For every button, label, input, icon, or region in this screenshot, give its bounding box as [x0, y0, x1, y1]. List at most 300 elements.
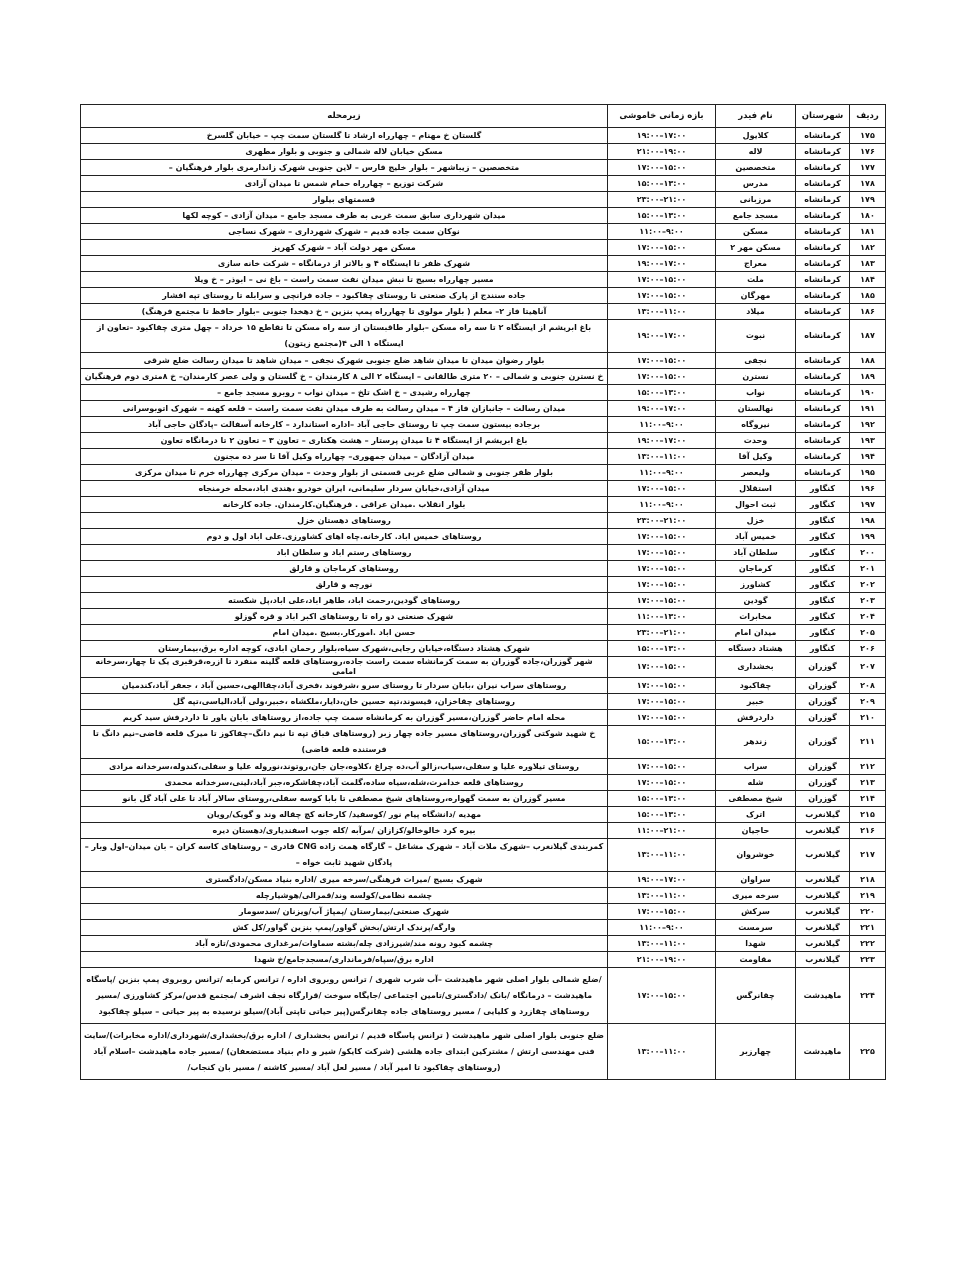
cell-time: ۱۱:۰۰–۱۳:۰۰	[608, 449, 716, 465]
table-row	[81, 577, 886, 593]
cell-area: محله امام حاضر گوزران،مسیر گوزران به کرمانشاه سمت چپ جاده،از روستاهای بابان یاور تا داردرفش سید کریم	[81, 710, 608, 726]
table-row	[81, 888, 886, 904]
cell-idx: ۱۷۸	[850, 176, 886, 192]
cell-city: کرمانشاه	[796, 160, 850, 176]
cell-area: چهارراه رشیدی – خ اشک تلخ – میدان نواب – روبرو مسجد جامع –	[81, 385, 608, 401]
cell-time: ۲۱:۰۰–۲۳:۰۰	[608, 625, 716, 641]
table-row	[81, 513, 886, 529]
cell-area: روستاهای دهستان خزل	[81, 513, 608, 529]
table-row	[81, 593, 886, 609]
cell-time: ۹:۰۰–۱۱:۰۰	[608, 920, 716, 936]
table-row	[81, 678, 886, 694]
cell-feeder: مسکن مهر ۲	[716, 240, 796, 256]
cell-idx: ۱۹۸	[850, 513, 886, 529]
cell-time: ۹:۰۰–۱۱:۰۰	[608, 417, 716, 433]
cell-area: نورچه و قارلق	[81, 577, 608, 593]
cell-idx: ۲۲۳	[850, 952, 886, 968]
cell-idx: ۱۹۶	[850, 481, 886, 497]
table-row	[81, 465, 886, 481]
cell-idx: ۱۹۰	[850, 385, 886, 401]
cell-feeder: وکیل آقا	[716, 449, 796, 465]
table-row	[81, 288, 886, 304]
table-row	[81, 625, 886, 641]
cell-time: ۱۵:۰۰–۱۷:۰۰	[608, 657, 716, 678]
blackout-schedule-table	[80, 104, 886, 1080]
cell-feeder: چقانرگس	[716, 968, 796, 1024]
cell-city: کرمانشاه	[796, 304, 850, 320]
cell-feeder: سلطان آباد	[716, 545, 796, 561]
cell-idx: ۱۷۶	[850, 144, 886, 160]
cell-time: ۱۳:۰۰–۱۵:۰۰	[608, 791, 716, 807]
cell-idx: ۲۱۵	[850, 807, 886, 823]
cell-area: بلوار رضوان میدان تا میدان شاهد ضلع جنوبی شهرک نجفی – میدان شاهد تا میدان رسالت ضلع شرقی	[81, 353, 608, 369]
cell-time: ۱۳:۰۰–۱۵:۰۰	[608, 807, 716, 823]
cell-time: ۱۳:۰۰–۱۵:۰۰	[608, 641, 716, 657]
cell-idx: ۲۱۱	[850, 726, 886, 759]
cell-feeder: خمیس آباد	[716, 529, 796, 545]
cell-time: ۱۵:۰۰–۱۷:۰۰	[608, 240, 716, 256]
cell-time: ۱۵:۰۰–۱۷:۰۰	[608, 694, 716, 710]
cell-time: ۱۹:۰۰–۲۱:۰۰	[608, 144, 716, 160]
table-row	[81, 694, 886, 710]
table-row	[81, 839, 886, 872]
cell-idx: ۱۷۹	[850, 192, 886, 208]
cell-area: شهرک صنعتی/بیمارستان /پمپاژ آب/ویزنان /سدسومار	[81, 904, 608, 920]
cell-feeder: نسترن	[716, 369, 796, 385]
table-row	[81, 952, 886, 968]
table-row	[81, 449, 886, 465]
cell-feeder: سرخه میری	[716, 888, 796, 904]
cell-city: کنگاور	[796, 529, 850, 545]
cell-area: شهرک بسیج /میرات فرهنگی/سرخه میری /اداره بنیاد مسکن/دادگستری	[81, 872, 608, 888]
cell-time: ۲۱:۰۰–۱۱:۰۰	[608, 823, 716, 839]
cell-city: کرمانشاه	[796, 353, 850, 369]
cell-area: روستاهای قلعه خدامرت،شله،سیاه ساده،گلمت آباد،چقاشکره،جبر آباد،لینی،سرخدانه محمدی	[81, 775, 608, 791]
cell-feeder: استقلال	[716, 481, 796, 497]
header-feeder: نام فیدر	[716, 105, 796, 128]
cell-time: ۱۳:۰۰–۱۵:۰۰	[608, 385, 716, 401]
cell-area: میدان آزادی،خیابان سردار سلیمانی، ایران خودرو ،هندی اباد،محله خرمنجاه	[81, 481, 608, 497]
table-row	[81, 433, 886, 449]
cell-area: شهرک صنعتی دو راه تا روستاهای اکبر اباد و قره گوزلو	[81, 609, 608, 625]
cell-time: ۱۵:۰۰–۱۷:۰۰	[608, 545, 716, 561]
cell-idx: ۲۱۰	[850, 710, 886, 726]
cell-time: ۱۵:۰۰–۱۷:۰۰	[608, 529, 716, 545]
cell-idx: ۱۸۱	[850, 224, 886, 240]
cell-area: روستاهای رستم اباد و سلطان اباد	[81, 545, 608, 561]
cell-area: میدان آزادگان – میدان جمهوری– چهارراه وکیل آقا تا سر ده مجنون	[81, 449, 608, 465]
cell-feeder: داردرفش	[716, 710, 796, 726]
cell-feeder: سراوان	[716, 872, 796, 888]
cell-idx: ۲۰۰	[850, 545, 886, 561]
cell-idx: ۱۸۰	[850, 208, 886, 224]
cell-city: کنگاور	[796, 545, 850, 561]
table-row	[81, 529, 886, 545]
cell-area: برجاده بیستون سمت چپ تا روستای حاجی آباد –اداره استاندارد – کارخانه آسفالت –پادگان حاجی آباد	[81, 417, 608, 433]
cell-area: میدان شهرداری سابق سمت غربی به طرف مسجد جامع – میدان آزادی – کوچه لکها	[81, 208, 608, 224]
table-row	[81, 775, 886, 791]
table-row	[81, 401, 886, 417]
table-row	[81, 272, 886, 288]
cell-feeder: نبوت	[716, 320, 796, 353]
cell-city: گیلانغرب	[796, 888, 850, 904]
cell-idx: ۱۹۳	[850, 433, 886, 449]
cell-city: ماهیدشت	[796, 1024, 850, 1080]
cell-time: ۱۷:۰۰–۱۹:۰۰	[608, 433, 716, 449]
cell-area: روستاهای چقاخزان، قیسوند،تپه حسین خان،دایار،ملکشاه ،خبیر،ولی آباد،الیاسی،تپه گل	[81, 694, 608, 710]
cell-feeder: اترک	[716, 807, 796, 823]
table-row	[81, 759, 886, 775]
cell-idx: ۱۸۷	[850, 320, 886, 353]
cell-feeder: سرمست	[716, 920, 796, 936]
cell-time: ۱۵:۰۰–۱۷:۰۰	[608, 710, 716, 726]
cell-feeder: حاجیان	[716, 823, 796, 839]
cell-idx: ۲۱۸	[850, 872, 886, 888]
cell-city: گیلانغرب	[796, 952, 850, 968]
cell-area: خ نسترن جنوبی و شمالی – ۲۰ متری طالقانی – ایستگاه ۲ الی ۸ کارمندان – خ گلستان و ولی عصر کارمندان– خ ۸متری دوم فرهنگیان	[81, 369, 608, 385]
cell-time: ۱۵:۰۰–۱۷:۰۰	[608, 288, 716, 304]
cell-idx: ۱۸۵	[850, 288, 886, 304]
table-row	[81, 823, 886, 839]
cell-time: ۹:۰۰–۱۱:۰۰	[608, 224, 716, 240]
cell-city: کرمانشاه	[796, 449, 850, 465]
cell-area: مسکن مهر دولت آباد – شهرک کهریز	[81, 240, 608, 256]
cell-area: میدان رسالت – جانبازان فاز ۴ – میدان رسالت به طرف میدان نفت سمت راست – قلعه کهنه – شهرک اتوبوسرانی	[81, 401, 608, 417]
cell-area: مسیر گوزران به سمت گهواره،روستاهای شیخ مصطفی تا بابا کوسه سفلی،روستای سالار آباد تا علی آباد گل بانو	[81, 791, 608, 807]
cell-time: ۱۷:۰۰–۱۹:۰۰	[608, 320, 716, 353]
cell-idx: ۱۹۲	[850, 417, 886, 433]
cell-city: کرمانشاه	[796, 401, 850, 417]
cell-area: روستاهای خمیس اباد. کارخانه.چاه اهای کشاورزی.علی اباد اول و دوم	[81, 529, 608, 545]
cell-time: ۱۳:۰۰–۱۵:۰۰	[608, 176, 716, 192]
cell-city: کنگاور	[796, 593, 850, 609]
cell-city: کنگاور	[796, 641, 850, 657]
cell-feeder: گودین	[716, 593, 796, 609]
cell-area: بلوار ظفر جنوبی و شمالی ضلع غربی قسمتی از بلوار وحدت – میدان مرکزی چهارراه خرم تا میدان مرکزی	[81, 465, 608, 481]
cell-idx: ۲۱۹	[850, 888, 886, 904]
cell-area: باغ ابریشم از ایستگاه ۲ تا سه راه مسکن –بلوار طاقبستان از سه راه مسکن تا تقاطع ۱۵ خرداد – چهل متری چقاکبود –تعاون از ایستگاه ۱ الی ۴(مجتمع زیتون)	[81, 320, 608, 353]
cell-time: ۱۷:۰۰–۱۹:۰۰	[608, 128, 716, 144]
cell-city: گیلانغرب	[796, 807, 850, 823]
table-row	[81, 192, 886, 208]
cell-feeder: شیخ مصطفی	[716, 791, 796, 807]
cell-feeder: وحدت	[716, 433, 796, 449]
cell-feeder: معراج	[716, 256, 796, 272]
cell-city: گیلانغرب	[796, 904, 850, 920]
cell-feeder: ملت	[716, 272, 796, 288]
cell-feeder: مخابرات	[716, 609, 796, 625]
cell-area: روستای تیلاوره علیا و سفلی،سیاب،زالو آب،ده چراغ ،کلاوه،جان جان،روتوند،نوروله علیا و سفلی،کندوله،سرخدانه مرادی	[81, 759, 608, 775]
table-row	[81, 208, 886, 224]
header-idx: ردیف	[850, 105, 886, 128]
cell-city: کنگاور	[796, 609, 850, 625]
cell-idx: ۲۰۸	[850, 678, 886, 694]
table-row	[81, 256, 886, 272]
cell-time: ۱۱:۰۰–۱۳:۰۰	[608, 936, 716, 952]
cell-city: کنگاور	[796, 513, 850, 529]
table-row	[81, 710, 886, 726]
cell-feeder: مقاومت	[716, 952, 796, 968]
cell-time: ۹:۰۰–۱۱:۰۰	[608, 465, 716, 481]
cell-time: ۱۵:۰۰–۱۷:۰۰	[608, 272, 716, 288]
cell-idx: ۲۰۴	[850, 609, 886, 625]
cell-city: گیلانغرب	[796, 839, 850, 872]
cell-time: ۱۳:۰۰–۱۱:۰۰	[608, 609, 716, 625]
cell-area: بیره کرد خالوخالو/کزازان /مرآبه /کله جوب اسفندیاری/دهستان دیره	[81, 823, 608, 839]
table-row	[81, 872, 886, 888]
cell-city: کرمانشاه	[796, 192, 850, 208]
table-row	[81, 920, 886, 936]
table-row	[81, 304, 886, 320]
cell-city: کرمانشاه	[796, 385, 850, 401]
cell-idx: ۱۹۷	[850, 497, 886, 513]
cell-feeder: شله	[716, 775, 796, 791]
cell-idx: ۲۱۴	[850, 791, 886, 807]
cell-idx: ۱۹۹	[850, 529, 886, 545]
cell-city: کنگاور	[796, 497, 850, 513]
cell-city: گوزران	[796, 726, 850, 759]
cell-idx: ۲۰۳	[850, 593, 886, 609]
cell-area: روستاهای سراب نیران ،بابان سردار تا روستای سرو ،شرفوند ،فخری آباد،چقاالهی،حسین آباد ، جعفر آباد،کندمیان	[81, 678, 608, 694]
cell-idx: ۲۰۵	[850, 625, 886, 641]
cell-city: کرمانشاه	[796, 369, 850, 385]
cell-idx: ۱۷۷	[850, 160, 886, 176]
cell-time: ۹:۰۰–۱۱:۰۰	[608, 497, 716, 513]
cell-idx: ۱۸۶	[850, 304, 886, 320]
cell-feeder: مسکن	[716, 224, 796, 240]
cell-feeder: نواب	[716, 385, 796, 401]
table-row	[81, 1024, 886, 1080]
cell-feeder: هشتاد دستگاه	[716, 641, 796, 657]
cell-city: گوزران	[796, 791, 850, 807]
table-row	[81, 224, 886, 240]
table-body	[81, 128, 886, 1080]
cell-area: خ شهید شوکتی گوزران،روستاهای مسیر جاده چهار زبر (روستاهای قباق تپه تا نیم دانگ–چقاکوز تا میرک قلعه قاضی–نیم دانگ تا فرستنده قلعه قاضی)	[81, 726, 608, 759]
cell-city: کرمانشاه	[796, 176, 850, 192]
cell-time: ۱۹:۰۰–۲۱:۰۰	[608, 952, 716, 968]
cell-feeder: مسجد جامع	[716, 208, 796, 224]
cell-time: ۱۱:۰۰–۱۳:۰۰	[608, 888, 716, 904]
cell-area: وارگه/پرندک ارتش/بخش گواور/پمپ بنزین گواور/کل کش	[81, 920, 608, 936]
cell-time: ۱۵:۰۰–۱۷:۰۰	[608, 353, 716, 369]
cell-time: ۱۵:۰۰–۱۷:۰۰	[608, 577, 716, 593]
table-row	[81, 417, 886, 433]
header-time: بازه زمانی خاموشی	[608, 105, 716, 128]
cell-idx: ۲۲۵	[850, 1024, 886, 1080]
cell-area: /ضلع شمالی بلوار اصلی شهر ماهیدشت –آب شرب شهری / ترانس روبروی اداره / ترانس کرمابه /ترانس روبروی پمپ بنزین /پاسگاه ماهیدشت – درمانگاه /بانک /دادگستری/تامین اجتماعی /جایگاه سوخت /قرارگاه نجف اشرف /مجتمع قدس/مرکز کشاورزی /مسیر روستاهای چقازرد و کلیایی / مسیر روستاهای جاده چقانرگس(پیر حیاتی تاپتی آباد)/سیلو نرسیده به پیر حیاتی – سیلو چقاکبود	[81, 968, 608, 1024]
cell-idx: ۱۸۲	[850, 240, 886, 256]
cell-feeder: نجفی	[716, 353, 796, 369]
cell-time: ۱۵:۰۰–۱۷:۰۰	[608, 968, 716, 1024]
cell-idx: ۱۹۴	[850, 449, 886, 465]
cell-city: کرمانشاه	[796, 224, 850, 240]
cell-area: شهرک هشتاد دستگاه،خیابان رجایی،شهرک سیاه،بلوار رحمان ابادی، کوچه اداره برق،بیمارستان	[81, 641, 608, 657]
table-row	[81, 497, 886, 513]
table-row	[81, 657, 886, 678]
cell-time: ۱۵:۰۰–۱۷:۰۰	[608, 775, 716, 791]
table-row	[81, 320, 886, 353]
cell-time: ۱۵:۰۰–۱۷:۰۰	[608, 481, 716, 497]
cell-area: گلستان خ مهنام – چهارراه ارشاد تا گلستان سمت چپ – خیابان گلسرخ	[81, 128, 608, 144]
cell-time: ۱۱:۰۰–۱۳:۰۰	[608, 1024, 716, 1080]
cell-city: کرمانشاه	[796, 320, 850, 353]
cell-feeder: زندهر	[716, 726, 796, 759]
cell-idx: ۲۱۶	[850, 823, 886, 839]
cell-area: چشمه نظامی/کولسه وند/قمرالی/هوشیارچله	[81, 888, 608, 904]
cell-idx: ۱۸۹	[850, 369, 886, 385]
cell-time: ۱۷:۰۰–۱۹:۰۰	[608, 401, 716, 417]
cell-idx: ۲۱۳	[850, 775, 886, 791]
cell-idx: ۲۲۴	[850, 968, 886, 1024]
cell-idx: ۲۰۲	[850, 577, 886, 593]
cell-area: باغ ابریشم از ایستگاه ۴ تا میدان پرستار – هشت هکتاری – تعاون ۳ – تعاون ۲ تا درمانگاه تعاون	[81, 433, 608, 449]
cell-feeder: مرزبانی	[716, 192, 796, 208]
table-row	[81, 609, 886, 625]
cell-city: گیلانغرب	[796, 872, 850, 888]
cell-feeder: بخشداری	[716, 657, 796, 678]
cell-feeder: کرماجان	[716, 561, 796, 577]
cell-time: ۱۷:۰۰–۱۹:۰۰	[608, 256, 716, 272]
cell-city: گوزران	[796, 759, 850, 775]
table-row	[81, 791, 886, 807]
cell-city: گیلانغرب	[796, 936, 850, 952]
cell-idx: ۲۱۲	[850, 759, 886, 775]
cell-area: بلوار انقلاب .میدان عراقی . فرهنگیان.کارمندان. جاده کارخانه	[81, 497, 608, 513]
cell-feeder: لاله	[716, 144, 796, 160]
cell-area: متخصصین – زیباشهر – بلوار خلیج فارس – لاین جنوبی شهرک زاندارمری بلوار فرهنگیان –	[81, 160, 608, 176]
cell-feeder: سراب	[716, 759, 796, 775]
cell-time: ۱۳:۰۰–۱۵:۰۰	[608, 726, 716, 759]
table-row	[81, 240, 886, 256]
cell-time: ۱۱:۰۰–۱۳:۰۰	[608, 304, 716, 320]
cell-feeder: ثبت احوال	[716, 497, 796, 513]
cell-city: کنگاور	[796, 481, 850, 497]
cell-feeder: مهرگان	[716, 288, 796, 304]
cell-time: ۲۱:۰۰–۲۳:۰۰	[608, 513, 716, 529]
table-row	[81, 904, 886, 920]
cell-idx: ۱۷۵	[850, 128, 886, 144]
cell-area: مسکن خیابان لاله شمالی و جنوبی و بلوار مطهری	[81, 144, 608, 160]
cell-city: کنگاور	[796, 561, 850, 577]
table-row	[81, 561, 886, 577]
cell-city: کرمانشاه	[796, 240, 850, 256]
table-row	[81, 353, 886, 369]
cell-idx: ۱۹۵	[850, 465, 886, 481]
table-row	[81, 176, 886, 192]
cell-area: مسیر چهارراه بسیج تا نبش میدان نفت سمت راست – باغ نی – ابوذر – خ ویلا	[81, 272, 608, 288]
cell-area: کمربندی گیلانغرب –شهرک ملات آباد – شهرک مشاغل – گارگاه همت زاده CNG قادری – روستاهای کاسه کران – بان میدان–اول وبار – پادگان شهید ثابت خواه –	[81, 839, 608, 872]
cell-feeder: میلاد	[716, 304, 796, 320]
table-row	[81, 936, 886, 952]
cell-feeder: ولیعصر	[716, 465, 796, 481]
cell-city: کنگاور	[796, 625, 850, 641]
cell-time: ۱۵:۰۰–۱۷:۰۰	[608, 593, 716, 609]
cell-time: ۱۵:۰۰–۱۷:۰۰	[608, 561, 716, 577]
cell-time: ۲۱:۰۰–۲۳:۰۰	[608, 192, 716, 208]
cell-city: کرمانشاه	[796, 144, 850, 160]
cell-city: گوزران	[796, 657, 850, 678]
cell-feeder: چقاکبود	[716, 678, 796, 694]
cell-city: گوزران	[796, 694, 850, 710]
cell-idx: ۱۹۱	[850, 401, 886, 417]
cell-time: ۱۵:۰۰–۱۷:۰۰	[608, 369, 716, 385]
cell-city: کرمانشاه	[796, 256, 850, 272]
cell-feeder: شهدا	[716, 936, 796, 952]
cell-feeder: کشاورز	[716, 577, 796, 593]
cell-idx: ۱۸۳	[850, 256, 886, 272]
table-row	[81, 641, 886, 657]
cell-feeder: خزل	[716, 513, 796, 529]
header-area: زیرمحله	[81, 105, 608, 128]
cell-area: شهر گوزران،جاده گوزران به سمت کرمانشاه سمت راست جاده،روستاهای قلعه گلینه منفرد تا ازره،قرقبری یک تا چهار،سرخانه امامی	[81, 657, 608, 678]
cell-area: نوکان سمت جاده قدیم – شهرک شهرداری – شهرک نساجی	[81, 224, 608, 240]
cell-city: گوزران	[796, 710, 850, 726]
cell-area: شهرک ظفر تا ایستگاه ۴ و بالاتر از درمانگاه – شرکت خانه سازی	[81, 256, 608, 272]
cell-area: جاده سنندج از پارک صنعتی تا روستای چقاکبود – جاده فرانچی و سرابله تا روستای تپه افشار	[81, 288, 608, 304]
cell-time: ۱۷:۰۰–۱۹:۰۰	[608, 872, 716, 888]
cell-time: ۱۵:۰۰–۱۷:۰۰	[608, 678, 716, 694]
cell-area: قسمتهای بیلوار	[81, 192, 608, 208]
cell-area: چشمه کبود رونه مند/شیرزادی چله/بشته سماوات/مرغداری محمودی/تازه آباد	[81, 936, 608, 952]
table-row	[81, 545, 886, 561]
cell-area: اداره برق/سپاه/فرمانداری/مسجدجامع/خ شهدا	[81, 952, 608, 968]
cell-feeder: سرکش	[716, 904, 796, 920]
header-row	[81, 105, 886, 128]
cell-idx: ۲۰۹	[850, 694, 886, 710]
table-row	[81, 481, 886, 497]
cell-city: ماهیدشت	[796, 968, 850, 1024]
cell-area: روستاهای کرماجان و قارلق	[81, 561, 608, 577]
cell-feeder: خوشروان	[716, 839, 796, 872]
cell-time: ۱۵:۰۰–۱۷:۰۰	[608, 904, 716, 920]
cell-area: آناهیتا فاز ۲– معلم ( بلوار مولوی تا چهارراه پمپ بنزین – خ دهخدا جنوبی –بلوار حافظ تا مجتمع فرهنگ)	[81, 304, 608, 320]
table-row	[81, 128, 886, 144]
cell-area: ضلع جنوبی بلوار اصلی شهر ماهیدشت ( ترانس پاسگاه قدیم / ترانس بخشداری / اداره برق/بخشداری/شهرداری/اداره مخابرات)/سایت فنی مهندسی ارتش / مشترکین ابتدای جاده هلشی (شرکت کایکو/ شیر و دام بنیاد مستضعفان) /مسیر جاده ماهیدشت –اسلام آباد (روستاهای چقاکبود تا امیر آباد / مسیر لعل آباد /مسیر کاشنه / مسیر بان کنجاب/	[81, 1024, 608, 1080]
cell-area: حسن اباد .امورکار.بسیج .میدان امام	[81, 625, 608, 641]
cell-idx: ۱۸۴	[850, 272, 886, 288]
cell-time: ۱۵:۰۰–۱۷:۰۰	[608, 759, 716, 775]
table-row	[81, 807, 886, 823]
cell-feeder: میدان امام	[716, 625, 796, 641]
cell-idx: ۲۲۲	[850, 936, 886, 952]
cell-feeder: کلایول	[716, 128, 796, 144]
cell-area: روستاهای گودین،رحمت اباد، طاهر اباد،علی اباد،پل شکسته	[81, 593, 608, 609]
table-row	[81, 385, 886, 401]
cell-city: گوزران	[796, 775, 850, 791]
cell-area: مهدیه /دانشگاه پیام نور /کوسفید/ کارخانه کچ چقاله وند و گویک/رویان	[81, 807, 608, 823]
cell-city: کرمانشاه	[796, 465, 850, 481]
cell-city: کرمانشاه	[796, 288, 850, 304]
cell-idx: ۲۰۷	[850, 657, 886, 678]
table-row	[81, 160, 886, 176]
cell-feeder: خبیر	[716, 694, 796, 710]
cell-city: کرمانشاه	[796, 208, 850, 224]
cell-city: گوزران	[796, 678, 850, 694]
cell-feeder: نیروگاه	[716, 417, 796, 433]
table-row	[81, 726, 886, 759]
cell-idx: ۲۲۱	[850, 920, 886, 936]
cell-idx: ۱۸۸	[850, 353, 886, 369]
cell-city: کرمانشاه	[796, 272, 850, 288]
cell-time: ۱۵:۰۰–۱۷:۰۰	[608, 160, 716, 176]
cell-feeder: نهالستان	[716, 401, 796, 417]
cell-city: گیلانغرب	[796, 920, 850, 936]
cell-city: کرمانشاه	[796, 128, 850, 144]
cell-feeder: چهارزبر	[716, 1024, 796, 1080]
cell-feeder: متخصصین	[716, 160, 796, 176]
table-row	[81, 144, 886, 160]
cell-city: کرمانشاه	[796, 417, 850, 433]
